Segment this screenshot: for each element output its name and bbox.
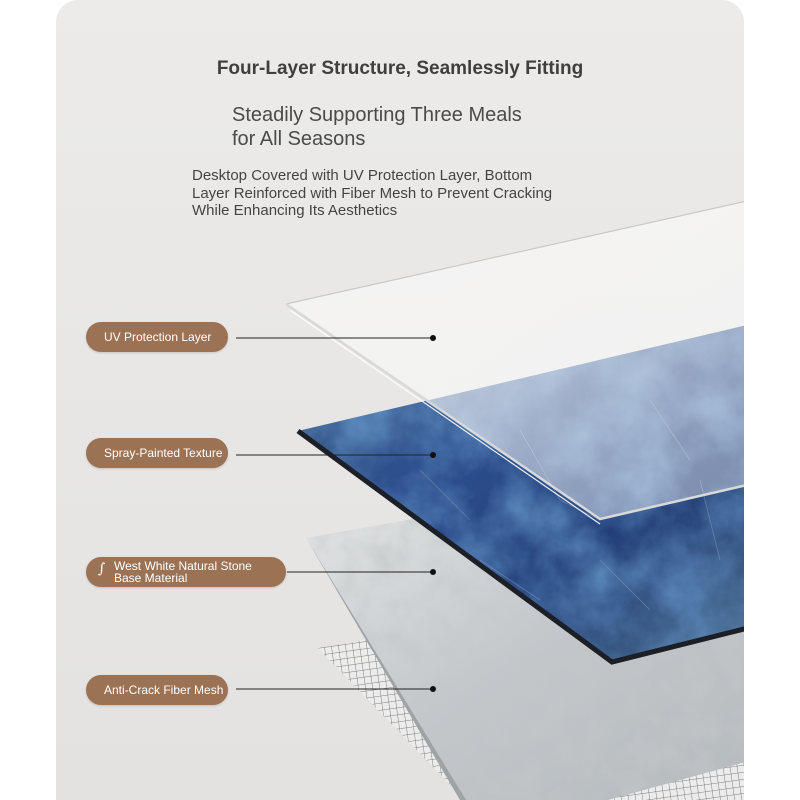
subheading-line-2: for All Seasons [232,128,366,150]
description-line-2: Layer Reinforced with Fiber Mesh to Prevent Cracking [192,184,553,202]
description-line-1: Desktop Covered with UV Protection Layer, Bottom [192,167,533,184]
label-anti-crack-fiber-mesh: Anti-Crack Fiber Mesh [86,675,228,705]
hook-icon: ∫ [98,561,106,577]
label-uv-protection-layer: UV Protection Layer [86,322,228,352]
label-stone-base-material: ∫ West White Natural Stone Base Material [86,557,286,587]
subheading-line-1: Steadily Supporting Three Meals [232,104,522,126]
page-heading: Four-Layer Structure, Seamlessly Fitting [216,58,584,79]
description-line-3: While Enhancing Its Aesthetics [192,202,398,219]
label-spray-painted-texture: Spray-Painted Texture [86,438,228,468]
